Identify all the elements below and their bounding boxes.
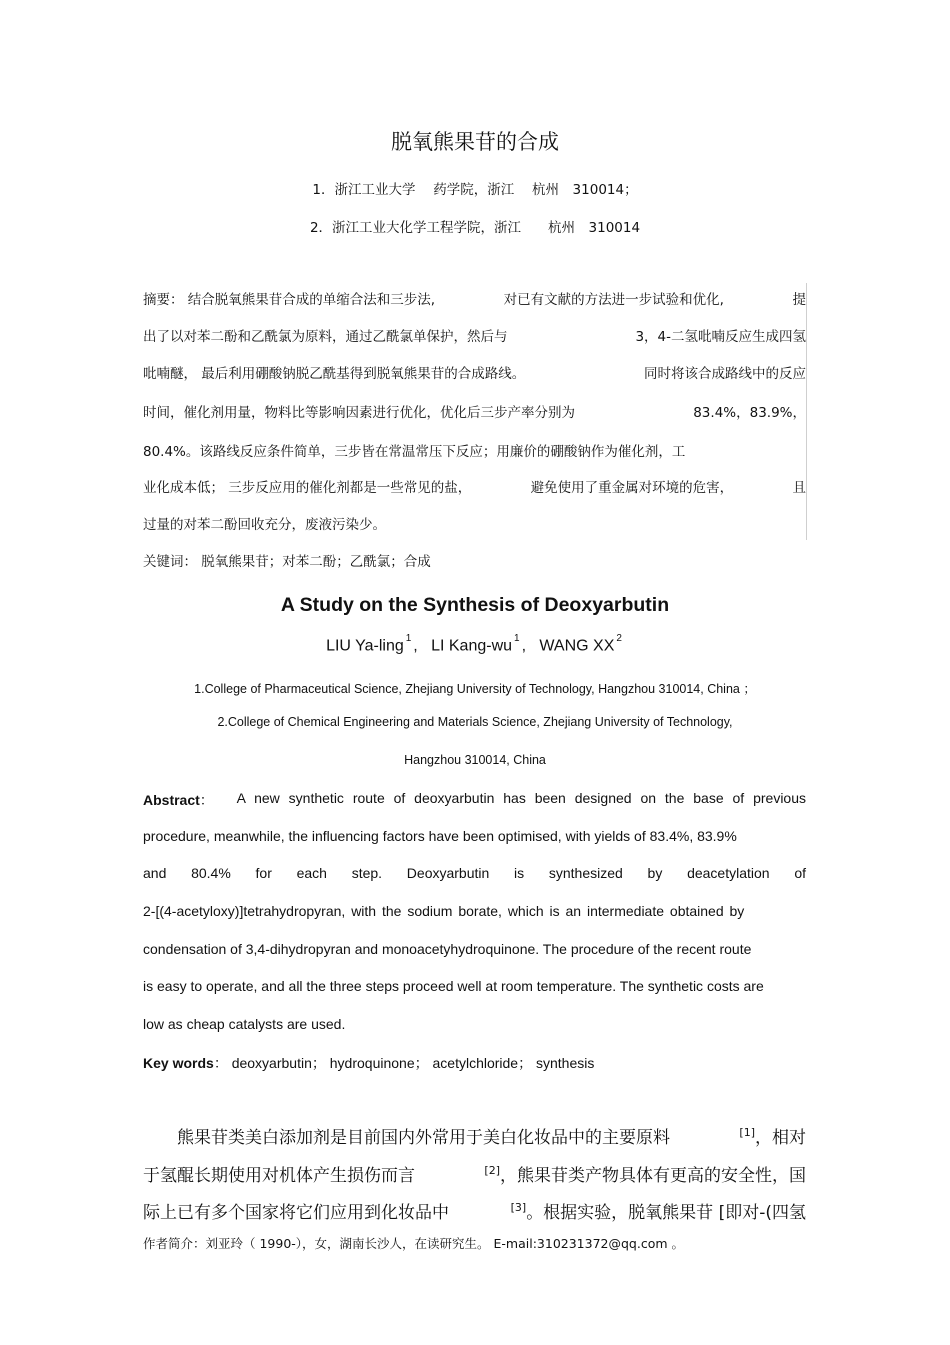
body-text-segment [739, 1123, 806, 1148]
abstract-cn-line [143, 513, 806, 533]
keywords-cn [143, 550, 806, 570]
abstract-cn-text: 80.4%。该路线反应条件简单，三步皆在常温常压下反应；用廉价的硼酸钠作为催化剂，工 [143, 444, 686, 460]
body-text-segment: 熊果苷类美白添加剂是目前国内外常用于美白化妆品中的主要原料 [143, 1128, 670, 1148]
abstract-en-line: condensation of 3,4-dihydropyran and monoacetyhydroquinone. The procedure of the recent route [143, 941, 752, 957]
keywords-en-label: Key words [143, 1055, 214, 1071]
affiliation-en-3: Hangzhou 310014, China [404, 753, 546, 767]
body-text-segment [484, 1161, 806, 1186]
abstract-en-line: is easy to operate, and all the three steps proceed well at room temperature. The synthetic costs are [143, 978, 764, 994]
abstract-cn-line [143, 401, 806, 421]
keywords-en-text: ： deoxyarbutin； hydroquinone； acetylchloride； synthesis [213, 1055, 595, 1071]
author-name: WANG XX [539, 637, 615, 655]
body-text-segment: ，熊果苷类产物具体有更高的安全性，国 [500, 1166, 806, 1186]
body-text-segment: 于氢醌长期使用对机体产生损伤而言 [143, 1166, 415, 1186]
abstract-frame-border [806, 283, 807, 540]
abstract-en-text: A new synthetic route of deoxyarbutin has been designed on the base of previous [236, 790, 806, 806]
keywords-en [143, 1053, 594, 1073]
affiliation-cn-1: 1．浙江工业大学 药学院，浙江 杭州 310014； [312, 182, 638, 198]
author-affiliation-mark: 1 [514, 633, 520, 644]
abstract-en-line: low as cheap catalysts are used. [143, 1016, 346, 1032]
author-affiliation-mark: 2 [616, 633, 622, 644]
affiliation-cn-2: 2．浙江工业大化学工程学院，浙江 杭州 310014 [309, 220, 641, 236]
author-separator: , [413, 637, 418, 655]
abstract-en-label: Abstract [143, 792, 200, 808]
author-footnote: 作者简介：刘亚玲（ 1990-），女，湖南长沙人，在读研究生。 E-mail:310231372@qq.com 。 [143, 1236, 685, 1251]
abstract-cn-text: 过量的对苯二酚回收充分，废液污染少。 [143, 517, 386, 533]
abstract-cn-line [143, 440, 806, 460]
abstract-cn-line [143, 325, 806, 345]
page-title-en: A Study on the Synthesis of Deoxyarbutin [280, 594, 670, 616]
abstract-cn-text: 83.4%，83.9%， [693, 405, 806, 421]
author-affiliation-mark: 1 [405, 633, 412, 644]
author-list [0, 633, 950, 655]
abstract-cn-text: 且 [792, 480, 806, 496]
body-line [143, 1161, 806, 1186]
author-name: LIU Ya-ling [326, 637, 404, 655]
page-title-cn: 脱氧熊果苷的合成 [391, 130, 559, 154]
body-text-segment [511, 1198, 806, 1223]
body-text-segment: 际上已有多个国家将它们应用到化妆品中 [143, 1203, 449, 1223]
affiliation-en-2: 2.College of Chemical Engineering and Materials Science, Zhejiang University of Technology, [217, 715, 733, 729]
citation-ref: [3] [510, 1201, 527, 1214]
body-text-segment: ，相对 [755, 1128, 806, 1148]
abstract-cn-text: 同时将该合成路线中的反应 [644, 366, 806, 382]
abstract-en-line: procedure, meanwhile, the influencing factors have been optimised, with yields of 83.4%, 83.9% [143, 828, 737, 844]
abstract-en-separator: ： [199, 792, 214, 808]
abstract-cn-line [143, 476, 806, 496]
abstract-cn-text: 业化成本低； 三步反应用的催化剂都是一些常见的盐， [143, 480, 472, 496]
abstract-cn-text: 避免使用了重金属对环境的危害， [530, 480, 734, 496]
abstract-cn-text: 时间，催化剂用量，物料比等影响因素进行优化，优化后三步产率分别为 [143, 405, 575, 421]
abstract-cn-text: 提 [792, 292, 806, 308]
abstract-cn-text: 对已有文献的方法进一步试验和优化, [503, 292, 724, 308]
abstract-en-line: 2-[(4-acetyloxy)]tetrahydropyran, with the sodium borate, which is an intermediate obtained by [143, 903, 745, 919]
body-line [143, 1198, 806, 1223]
abstract-cn-text: 摘要： 结合脱氧熊果苷合成的单缩合法和三步法, [143, 292, 436, 308]
body-text-segment: 。根据实验，脱氧熊果苷 [即对-(四氢 [526, 1203, 806, 1223]
affiliation-en-1: 1.College of Pharmaceutical Science, Zhejiang University of Technology, Hangzhou 310014, China ； [194, 682, 756, 696]
abstract-cn-text: 吡喃醚， 最后利用硼酸钠脱乙酰基得到脱氧熊果苷的合成路线。 [143, 366, 526, 382]
abstract-cn-line [143, 288, 806, 308]
author-separator: , [521, 637, 527, 655]
abstract-en-line [143, 790, 806, 810]
abstract-en-line: and 80.4% for each step. Deoxyarbutin is synthesized by deacetylation of [143, 865, 806, 881]
keywords-cn-text: 关键词： 脱氧熊果苷；对苯二酚；乙酰氯；合成 [143, 554, 431, 570]
abstract-cn-line [143, 362, 806, 382]
abstract-cn-text: 出了以对苯二酚和乙酰氯为原料，通过乙酰氯单保护，然后与 [143, 329, 508, 345]
citation-ref: [2] [484, 1164, 500, 1177]
body-line [143, 1123, 806, 1148]
citation-ref: [1] [739, 1126, 755, 1139]
abstract-cn-text: 3，4-二氢吡喃反应生成四氢 [635, 329, 806, 345]
author-name: LI Kang-wu [431, 637, 513, 655]
